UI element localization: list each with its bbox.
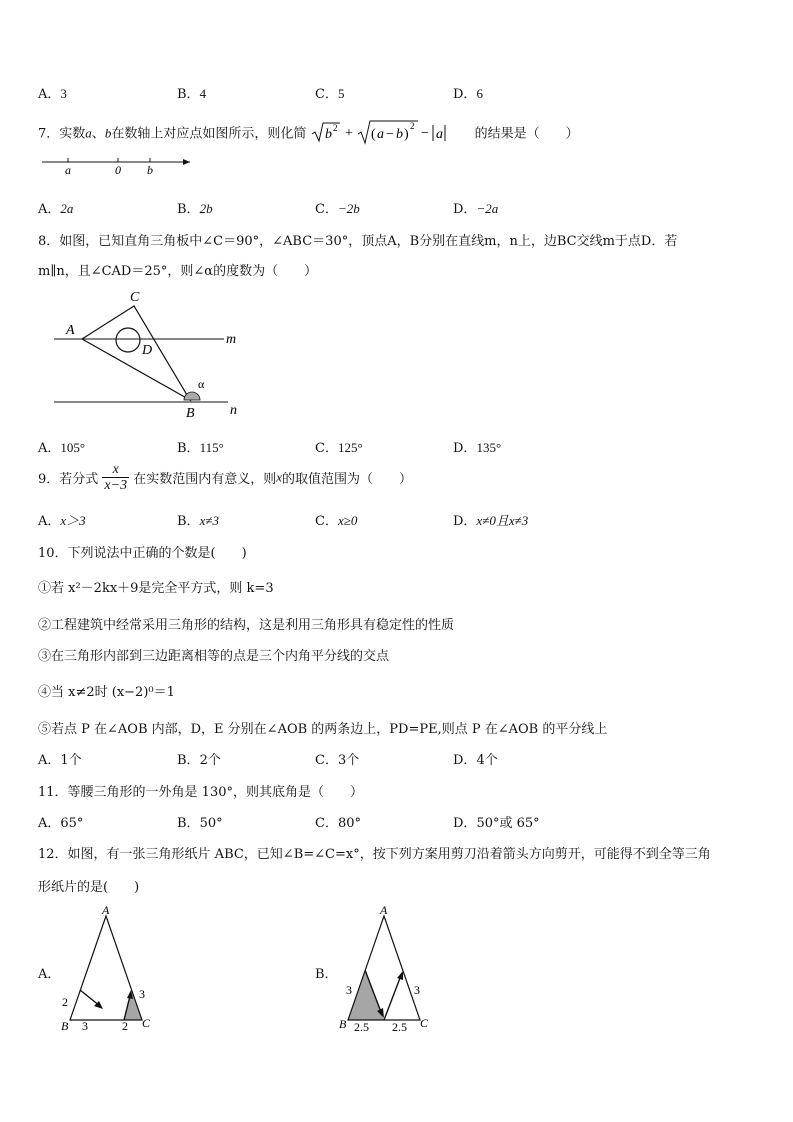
q10-statement-5: ⑤若点 P 在∠AOB 内部，D，E 分别在∠AOB 的两条边上，PD=PE,则点 P 在∠AOB 的平分线上 [38,722,608,737]
q8-label-m: m [226,332,237,347]
q9-fraction: $\frac{x}{x-3}$ [104,462,128,493]
q9-option-d[interactable]: D．x≠0且x≠3 [453,513,529,529]
svg-text:+: + [345,126,354,141]
q11-option-b[interactable]: B．50° [177,816,223,831]
q12b-label-a: A [380,903,388,917]
q12-figure-b [334,902,444,1034]
q8-label-d: D [142,343,153,358]
svg-text:−: − [421,126,430,141]
q8-stem-line1: 8．如图，已知直角三角板中∠C＝90°，∠ABC＝30°，顶点A，B分别在直线m，n上，边BC交线m于点D．若 [38,234,678,249]
q12b-length-2: 2.5 [354,1020,369,1034]
svg-text:): ) [404,127,410,142]
svg-text:a: a [377,127,385,142]
svg-text:(: ( [371,127,377,142]
q12b-label-b: B [339,1017,347,1031]
q12a-length-2: 3 [82,1019,88,1033]
q12a-label-a: A [102,903,110,917]
svg-text:2: 2 [333,123,338,133]
svg-text:2: 2 [410,121,415,131]
numberline-b-label: b [147,163,153,177]
q10-option-a[interactable]: A．1个 [38,753,82,768]
q10-option-b[interactable]: B．2个 [177,753,221,768]
q6-option-c[interactable]: C．5 [315,86,345,102]
q10-statement-1: ①若 x²－2kx＋9是完全平方式，则 k=3 [38,581,274,596]
q6-option-a[interactable]: A．3 [38,86,67,102]
q12-stem-line1: 12．如图，有一张三角形纸片 ABC，已知∠B=∠C=x°，按下列方案用剪刀沿着箭头方向剪开，可能得不到全等三角 [38,847,711,862]
q7-number-line [38,152,198,178]
q11-stem: 11．等腰三角形的一外角是 130°，则其底角是（ ） [38,785,363,800]
numberline-zero-label: 0 [115,163,121,177]
q8-option-b[interactable]: B．115° [177,440,224,456]
q9-option-b[interactable]: B．x≠3 [177,513,219,529]
q8-option-c[interactable]: C．125° [315,440,363,456]
q10-option-d[interactable]: D．4个 [453,753,498,768]
q7-option-b[interactable]: B．2b [177,201,213,217]
q9-option-a[interactable]: A．x＞3 [38,513,86,529]
q12a-length-4: 3 [139,987,145,1001]
q8-label-alpha: α [198,377,205,391]
q7-option-c[interactable]: C．−2b [315,201,360,217]
q11-option-d[interactable]: D．50°或 65° [453,816,540,831]
q12a-length-1: 2 [62,995,68,1009]
q10-statement-4: ④当 x≠2时 (x−2)⁰＝1 [38,685,175,700]
q7-option-d[interactable]: D．−2a [453,201,499,217]
q8-stem-line2: m∥n，且∠CAD＝25°，则∠α的度数为（ ） [38,264,318,279]
q10-statement-2: ②工程建筑中经常采用三角形的结构，这是利用三角形具有稳定性的性质 [38,618,455,633]
svg-text:−: − [386,127,395,142]
q10-option-c[interactable]: C．3个 [315,753,360,768]
q7-option-a[interactable]: A．2a [38,201,74,217]
q8-label-a: A [66,323,75,338]
q7-stem: 7．实数a、b在数轴上对应点如图所示，则化简 b 2 + ( a − b ) 2 − a 的结果是（ ） [38,119,579,149]
q7-radical-expression [310,119,470,149]
q8-option-a[interactable]: A．105° [38,440,86,456]
q6-option-b[interactable]: B．4 [177,86,207,102]
q10-stem: 10．下列说法中正确的个数是( ) [38,546,247,561]
q12b-label-c: C [420,1016,429,1030]
q12-option-a[interactable]: A． [38,967,61,982]
numberline-a-label: a [65,163,71,177]
q12b-length-4: 3 [414,983,420,997]
svg-text:b: b [325,127,333,142]
svg-text:a: a [436,127,444,142]
q12-stem-line2: 形纸片的是( ) [38,880,140,895]
q8-label-b: B [186,406,195,420]
q9-stem: 9．若分式 $\frac{x}{x-3}$ 在实数范围内有意义，则x的取值范围为（ ） [38,462,413,493]
q8-label-n: n [230,403,237,418]
q12a-length-3: 2 [122,1019,128,1033]
q11-option-a[interactable]: A．65° [38,816,84,831]
q8-label-c: C [130,290,140,305]
svg-text:b: b [396,127,404,142]
q11-option-c[interactable]: C．80° [315,816,361,831]
q12b-length-1: 3 [346,983,352,997]
q12a-label-b: B [61,1019,69,1033]
q12a-label-c: C [142,1016,151,1030]
q12b-length-3: 2.5 [392,1020,407,1034]
q12-option-b[interactable]: B． [315,967,338,982]
q6-option-d[interactable]: D．6 [453,86,483,102]
q8-triangle-figure [38,284,258,420]
q10-statement-3: ③在三角形内部到三边距离相等的点是三个内角平分线的交点 [38,649,390,664]
q9-option-c[interactable]: C．x≥0 [315,513,358,529]
q12-figure-a [56,902,166,1034]
q8-option-d[interactable]: D．135° [453,440,502,456]
